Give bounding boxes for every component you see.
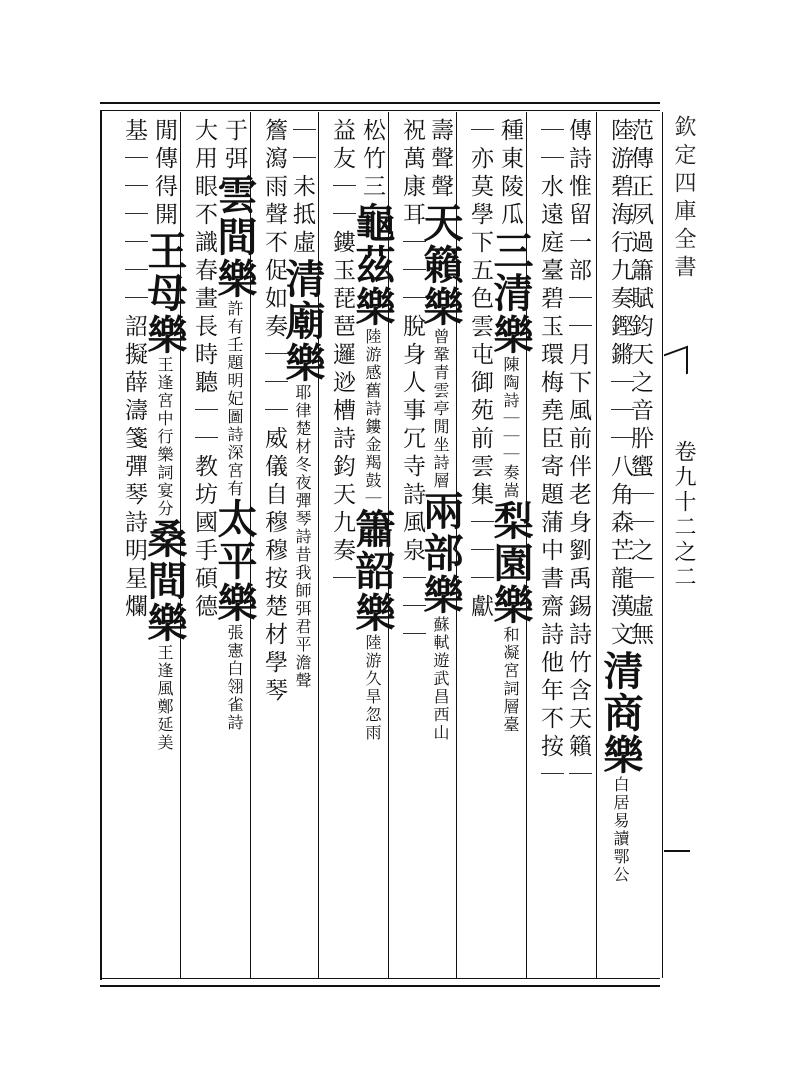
column-text: 雲集｜｜｜獻 [467,454,493,622]
entry-heading: 龜茲樂 [349,202,396,328]
column-text: 陸游碧海行九奏鏗鏘｜｜｜八角森芒龍漢文 [607,118,633,650]
column-text: 祝萬康 [399,118,425,202]
margin-header-text: 欽定四庫全書 [671,115,696,283]
column-text: 簷瀉雨聲 [261,118,287,230]
column-text: 耶律楚材冬夜彈琴詩昔我師弭君平澹聲 [293,384,312,690]
column-text: 白居易讀鄂公 [611,776,630,884]
column-text: 種東陵瓜 [497,118,523,230]
text-column [532,118,568,978]
column-divider [662,112,663,978]
column-text: 于弭 [221,118,247,174]
column-text: 教坊國手碩德 [191,454,217,622]
column-text: ｜亦莫學 [467,118,493,230]
column-text: 彈琴詩明星爛 [121,454,147,622]
column-text: 許有壬題明妃圖詩深宮有 [225,300,244,498]
entry-heading: 清廟樂 [279,258,326,384]
column-text: ｜｜｜詔擬薛濤箋 [121,230,147,454]
column-text: 大用 [191,118,217,174]
text-column [394,118,430,978]
entry-heading: 兩部樂 [417,490,464,616]
entry-heading: 桑間樂 [141,518,188,644]
entry-heading: 簫韶樂 [349,508,396,634]
column-text: 蘇軾遊武昌西山 [431,616,450,742]
margin-rule [664,850,690,852]
column-text: ｜｜水遠庭臺碧玉環梅堯臣寄題蒲中書齋詩他年不按｜ [537,118,563,790]
column-text: 眼不識春畫長時聽｜｜ [191,174,217,454]
column-text: 陸游感舊詩鏤金羯鼓｜ [363,328,382,508]
left-border [100,110,102,980]
column-text: 松竹三 [359,118,385,202]
column-text: ｜｜鏤玉琵琶邏逤槽 [329,174,355,426]
column-text: 壽聲聲 [427,118,453,202]
column-text: 陳陶詩｜｜｜奏嵩 [501,356,520,500]
text-column [462,118,498,978]
volume-label: 卷九十二之二 [671,440,696,590]
entry-heading: 梨園樂 [487,500,534,626]
bottom-rule-inner [100,978,660,979]
column-text: 和凝宮詞層臺 [501,626,520,734]
column-text: 王逢宮中行樂詞宴分 [155,356,174,518]
column-text: 下五色雲屯御苑前 [467,230,493,454]
text-column [116,118,152,978]
column-text: 王逢風鄭延美 [155,644,174,752]
text-column [256,118,292,978]
column-text: 益友 [329,118,355,174]
column-text: 基｜｜｜ [121,118,147,230]
column-text: 范傳正夙過簫賦鈞天之音肸蠁｜｜之｜虛無 [627,118,653,650]
entry-heading: 王母樂 [141,230,188,356]
column-text: 不促如奏｜｜｜威儀自穆穆按楚材學琴 [261,230,287,706]
entry-heading: 太平樂 [211,498,258,624]
bottom-rule [100,985,660,987]
column-divider [596,112,597,978]
column-text: 曾鞏青雲亭閒坐詩層 [431,328,450,490]
entry-heading: 天籟樂 [417,202,464,328]
column-text: 閒傳得開 [151,118,177,230]
column-text: 詩鈞天九奏｜ [329,426,355,594]
text-column [186,118,222,978]
top-rule-inner [100,110,660,111]
column-text: 張憲白翎雀詩 [225,624,244,732]
column-text: 耳｜｜｜脫身人事冗 [399,202,425,454]
column-text: 寺詩風泉｜｜｜ [399,454,425,650]
fish-tail-mark [664,346,688,383]
top-rule [100,102,660,104]
column-text: 傳詩惟留一部｜｜月下風前伴老身劉禹錫詩竹含天籟｜ [565,118,591,790]
entry-heading: 清商樂 [597,650,644,776]
text-column [324,118,360,978]
entry-heading: 雲間樂 [211,174,258,300]
entry-heading: 三清樂 [487,230,534,356]
column-text: 陸游久旱忽雨 [363,634,382,742]
column-text: ｜｜未抵虛 [289,118,315,258]
